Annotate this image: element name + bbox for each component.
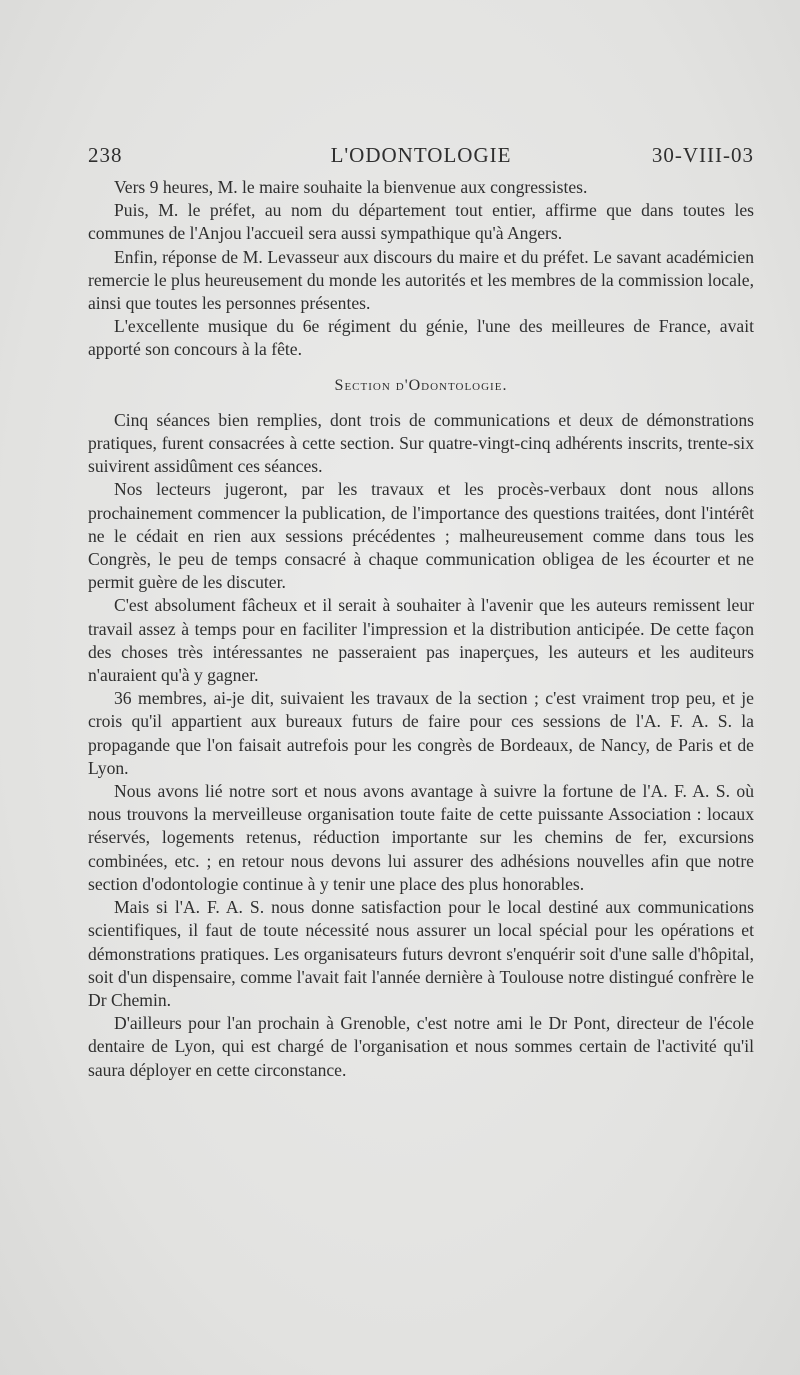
- paragraph: Enfin, réponse de M. Levasseur aux discours du maire et du préfet. Le savant académicien remercie le plus heureusement du monde les autorités et les membres de la commission locale, ainsi que toutes les personnes présentes.: [88, 246, 754, 314]
- paragraph: Nos lecteurs jugeront, par les travaux et les procès-verbaux dont nous allons prochainement commencer la publication, de l'importance des questions traitées, dont l'intérêt ne le cédait en rien aux sessions précédentes ; malheureusement comme dans tous les Congrès, le peu de temps consacré à chaque communication obligea de les écourter et ne permit guère de les discuter.: [88, 479, 754, 593]
- paragraph: Cinq séances bien remplies, dont trois de communications et deux de démonstrations pratiques, furent consacrées à cette section. Sur quatre-vingt-cinq adhérents inscrits, trente-six suivirent assidûment ces séances.: [88, 409, 754, 477]
- paragraph: Nous avons lié notre sort et nous avons avantage à suivre la fortune de l'A. F. A. S. où nous trouvons la merveilleuse organisation toute faite de cette puissante Association : locaux réservés, logements retenus, réduction importante sur les chemins de fer, excursions combinées, etc. ; en retour nous devons lui assurer des adhésions nouvelles afin que notre section d'odontologie continue à y tenir une place des plus honorables.: [88, 781, 754, 894]
- paragraph: Mais si l'A. F. A. S. nous donne satisfaction pour le local destiné aux communications scientifiques, il faut de toute nécessité nous assurer un local spécial pour les opérations et démonstrations pratiques. Les organisateurs futurs devront s'enquérir soit d'une salle d'hôpital, soit d'un dispensaire, comme l'avait fait l'année dernière à Toulouse notre distingué confrère le Dr Chemin.: [88, 897, 754, 1010]
- page-number: 238: [88, 143, 123, 167]
- paragraph: D'ailleurs pour l'an prochain à Grenoble, c'est notre ami le Dr Pont, directeur de l'école dentaire de Lyon, qui est chargé de l'organisation et nous sommes certain de l'activité qu'il saura déployer en cette circonstance.: [88, 1013, 754, 1080]
- paragraph: 36 membres, ai-je dit, suivaient les travaux de la section ; c'est vraiment trop peu, et je crois qu'il appartient aux bureaux futurs de faire pour ces sessions de l'A. F. A. S. la propagande que l'on faisait autrefois pour les congrès de Bordeaux, de Nancy, de Paris et de Lyon.: [88, 688, 754, 778]
- paragraph: Vers 9 heures, M. le maire souhaite la bienvenue aux congressistes.: [114, 177, 588, 197]
- journal-title: L'ODONTOLOGIE: [330, 143, 512, 167]
- section-heading: Section d'Odontologie.: [334, 376, 508, 394]
- issue-date: 30-VIII-03: [651, 143, 754, 167]
- article-body: [88, 176, 754, 1082]
- running-header: [88, 143, 754, 171]
- paragraph: Puis, M. le préfet, au nom du département tout entier, affirme que dans toutes les communes de l'Anjou l'accueil sera aussi sympathique qu'à Angers.: [88, 200, 754, 244]
- paragraph: L'excellente musique du 6e régiment du génie, l'une des meilleures de France, avait apporté son concours à la fête.: [88, 316, 754, 360]
- paragraph: C'est absolument fâcheux et il serait à souhaiter à l'avenir que les auteurs remissent leur travail assez à temps pour en faciliter l'impression et la distribution anticipée. De cette façon des choses très intéressantes ne passeraient pas inaperçues, les auteurs et les auditeurs n'auraient qu'à y gagner.: [88, 595, 754, 686]
